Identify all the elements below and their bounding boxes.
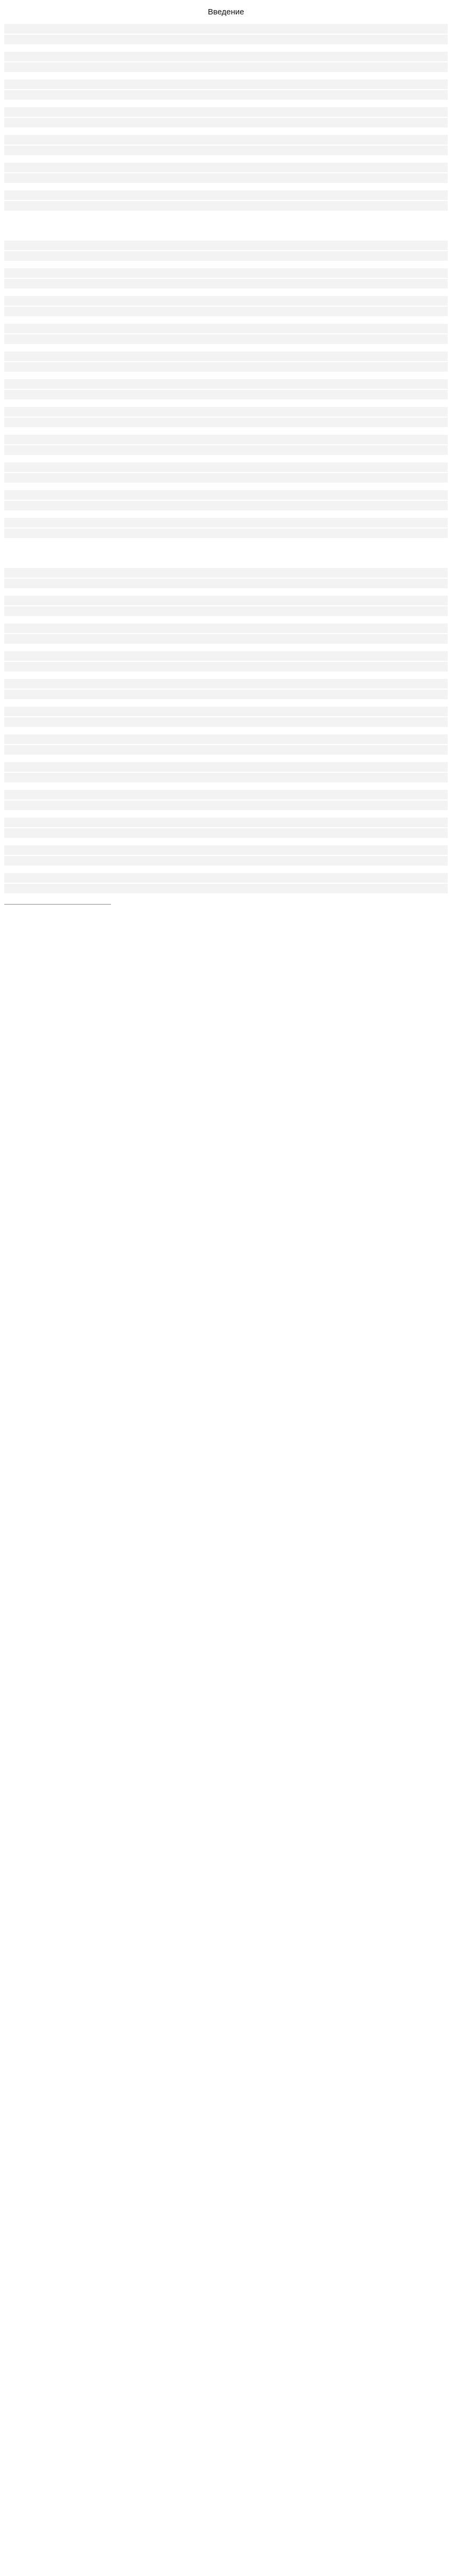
- subsection-paragraph: [4, 596, 448, 617]
- subsection-paragraph: [4, 351, 448, 373]
- introduction-section: [4, 7, 448, 212]
- subsection-paragraph: [4, 623, 448, 645]
- subsection-paragraph: [4, 568, 448, 589]
- subsection-paragraph: [4, 462, 448, 484]
- subsection: [4, 568, 448, 894]
- subsection-paragraph: [4, 790, 448, 811]
- subsection-paragraph: [4, 651, 448, 673]
- chapter-body: [4, 241, 448, 894]
- intro-paragraph: [4, 163, 448, 184]
- intro-paragraph: [4, 107, 448, 129]
- subsection-paragraph: [4, 407, 448, 428]
- subsection-paragraph: [4, 762, 448, 783]
- subsection-paragraph: [4, 818, 448, 839]
- subsection-paragraph: [4, 296, 448, 317]
- introduction-body: [4, 24, 448, 212]
- subsection-paragraph: [4, 324, 448, 345]
- subsection-paragraph: [4, 379, 448, 401]
- subsection: [4, 241, 448, 539]
- document-page: [0, 0, 452, 919]
- subsection-paragraph: [4, 268, 448, 290]
- intro-paragraph: [4, 79, 448, 101]
- subsection-paragraph: [4, 845, 448, 867]
- introduction-heading: Введение: [208, 7, 244, 17]
- footnote-divider: [4, 904, 111, 905]
- subsection-paragraph: [4, 873, 448, 894]
- subsection-paragraph: [4, 241, 448, 262]
- subsection-paragraph: [4, 734, 448, 756]
- subsection-paragraph: [4, 490, 448, 511]
- subsection-paragraph: [4, 679, 448, 700]
- subsection-paragraph: [4, 435, 448, 456]
- intro-paragraph: [4, 135, 448, 156]
- intro-paragraph: [4, 190, 448, 212]
- subsection-paragraph: [4, 518, 448, 539]
- subsection-paragraph: [4, 707, 448, 728]
- intro-paragraph: [4, 24, 448, 45]
- chapter: [4, 241, 448, 894]
- intro-paragraph: [4, 52, 448, 73]
